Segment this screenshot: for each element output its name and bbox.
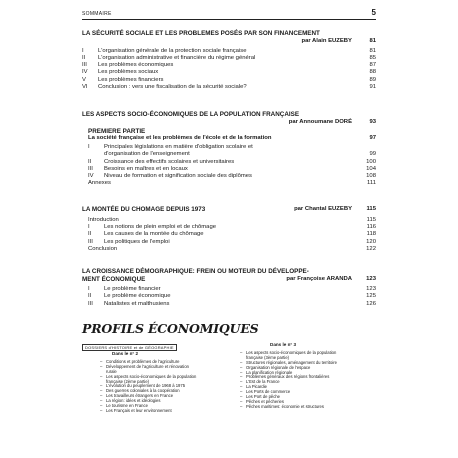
toc-row[interactable]: Conclusion 122 (88, 245, 376, 252)
list-item: – L'Est de la France (240, 380, 337, 385)
page-header (82, 8, 376, 21)
section-title-line (82, 206, 376, 214)
page-number: 5 (371, 8, 376, 17)
section-title: LES ASPECTS SOCIO-ÉCONOMIQUES DE LA POPULATION FRANÇAISE (82, 111, 300, 118)
toc-row[interactable]: I L'organisation générale de la protection sociale française 81 (82, 47, 376, 54)
toc-row[interactable]: III Natalistes et malthusiens 126 (88, 300, 376, 307)
toc-row[interactable]: III Les problèmes économiques 87 (82, 62, 376, 69)
list-item-continued: française (2ème partie) (106, 378, 150, 384)
toc-row[interactable]: V Les problèmes financiers 89 (82, 76, 376, 83)
toc-row[interactable]: II L'organisation administrative et financière du régime général 85 (82, 54, 376, 61)
author: par Alain EUZEBY (301, 37, 352, 44)
list-item: – Les aspects socio-économiques de la population (100, 375, 196, 380)
profils-subtitle: DOSSIERS d'HISTOIRE et de GÉOGRAPHIE (82, 344, 177, 351)
list-item: – Pêches et pêcheries (240, 400, 337, 405)
section-title: LA SÉCURITÉ SOCIALE ET LES PROBLEMES POSÉS PAR SON FINANCEMENT (82, 30, 320, 37)
toc-row[interactable]: III Les politiques de l'emploi 120 (88, 238, 376, 245)
section-title: LA CROISSANCE DÉMOGRAPHIQUE: FREIN OU MOTEUR DU DÉVELOPPE- (82, 268, 309, 275)
list-item: – Le tourisme en France (100, 404, 196, 409)
list-item: – Problèmes généraux des régions frontalières (240, 375, 337, 380)
toc-row[interactable]: IV Les problèmes sociaux 88 (82, 69, 376, 76)
toc-row[interactable]: I Les notions de plein emploi et de chômage 116 (88, 224, 376, 231)
list-item: – Les aspects socio-économiques de la population (240, 351, 337, 356)
list-item: – Structures régionales, aménagement du territoire (240, 361, 337, 366)
toc-section-population (82, 111, 376, 187)
toc-row[interactable]: II Croissance des effectifs scolaires et universitaires 100 (88, 158, 376, 165)
author: par Chantal EUZEBY (294, 206, 352, 212)
list-item: – Conditions et problèmes de l'agriculture (100, 360, 196, 365)
section-title-line-2 (82, 276, 376, 284)
issue-3-column (240, 343, 337, 410)
author: par Françoise ARANDA (286, 275, 352, 282)
issue-2-column (100, 352, 196, 414)
toc-row[interactable]: II Le problème économique 125 (88, 293, 376, 300)
list-item-continued: française (3ème partie) (246, 354, 290, 360)
section-title: LA MONTÉE DU CHOMAGE DEPUIS 1973 (82, 206, 206, 213)
part-heading: PREMIERE PARTIE (88, 127, 146, 135)
toc-row[interactable]: La société française et les problèmes de l'école et de la formation 97 (88, 134, 376, 141)
list-item: – La planification régionale (240, 371, 337, 376)
list-item: – Les Ports de commerce (240, 390, 337, 395)
list-item: – Les travailleurs étrangers en France (100, 394, 196, 399)
list-item: – La Picardie (240, 385, 337, 390)
list-item: – Organisation régionale de l'espace (240, 366, 337, 371)
list-item: – L'évolution du peuplement de 1968 à 1975 (100, 384, 196, 389)
header-rule (82, 19, 376, 20)
list-item: – La région: idées et idéologies (100, 399, 196, 404)
toc-row[interactable]: VI Conclusion : vers une fiscalisation de la sécurité sociale? 91 (82, 83, 376, 90)
toc-row[interactable]: I Le problème financier 123 (88, 286, 376, 293)
section-author-line (82, 119, 376, 126)
toc-row[interactable]: IV Niveau de formation et signification sociale des diplômes 108 (88, 172, 376, 179)
header-label: SOMMAIRE (82, 11, 112, 17)
toc-row[interactable]: III Besoins en maîtres et en locaux 104 (88, 165, 376, 172)
section-title-continued: MENT ÉCONOMIQUE (82, 275, 146, 283)
issue-2-heading: Dans le n° 2 (112, 351, 139, 356)
toc-row[interactable]: I Principales législations en matière d'obligation scolaire et (88, 144, 253, 151)
toc-row[interactable]: II Les causes de la montée du chômage 118 (88, 231, 376, 238)
profils-title: PROFILS ÉCONOMIQUES (82, 321, 259, 336)
toc-row[interactable]: Introduction 115 (88, 217, 376, 223)
toc-section-demographie (82, 268, 376, 308)
toc-section-securite-sociale (82, 30, 376, 91)
list-item-continued: rurale (106, 368, 117, 374)
issue-3-heading: Dans le n° 3 (270, 342, 297, 347)
author: par Annoumane DORÉ (288, 118, 352, 125)
author-page: 123 (366, 275, 376, 282)
section-author-line (82, 38, 376, 45)
toc-section-chomage (82, 206, 376, 253)
list-item: – Développement de l'agriculture et rénovation (100, 365, 196, 370)
author-page: 115 (366, 206, 376, 212)
list-item: – Les Français et leur environnement (100, 409, 196, 414)
author-page: 93 (369, 118, 376, 125)
list-item: – Les Port de pêche (240, 395, 337, 400)
toc-row[interactable]: Annexes 111 (88, 180, 376, 187)
toc-row[interactable]: d'organisation de l'enseignement 99 (104, 151, 376, 158)
author-page: 81 (369, 37, 376, 44)
list-item: – Des guerres coloniales à la coopération (100, 389, 196, 394)
list-item: – Pêches maritimes: économie et structures (240, 405, 337, 410)
